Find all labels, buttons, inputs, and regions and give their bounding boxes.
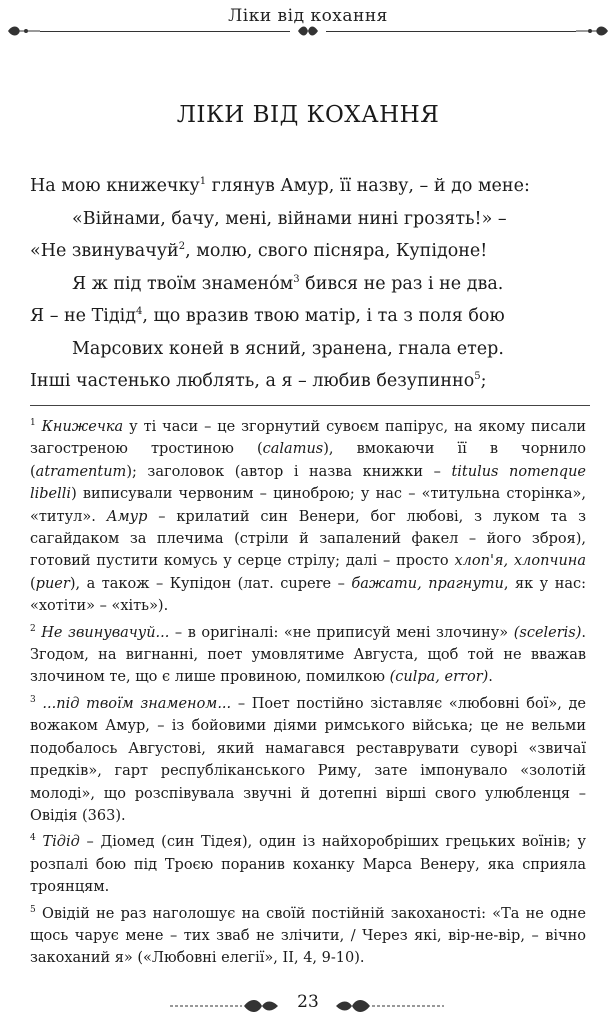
ornament-left-icon <box>6 24 40 38</box>
footnote-separator <box>30 405 590 406</box>
footnote-text: – крилатий син Венери, бог любові, з луком та з сагайдаком за плечима (стріли й запалений факел – його зброя), готовий пустити комусь у серце стрілу; далі – просто <box>30 508 586 570</box>
page-footer <box>0 990 616 1020</box>
footnote-emphasis: calamus <box>262 441 324 458</box>
footnote-emphasis: хлоп'я, хлопчина <box>454 553 586 570</box>
footnote-text: Овідій не раз наголошує на своїй постійній закоханості: «Та не одне щось чарує мене – тих зваб не злічити, / Через які, вір-не-вір, – вічно закоханий я» («Любовні елегії», II, 4, 9-10). <box>30 905 586 967</box>
footnote-text: . Згодом, на вигнанні, поет умовлятиме Августа, щоб той не вважав злочином те, що є лише провиною, помилкою <box>30 624 587 686</box>
footnote-text: у ті часи – це згорнутий сувоєм папірус, на якому писали загостреною тростиною ( <box>30 419 586 458</box>
footnote-emphasis: бажати, прагнути <box>351 575 504 592</box>
footnote <box>30 416 586 618</box>
page-number: 23 <box>297 992 319 1012</box>
footnote-ref[interactable]: 5 <box>474 371 481 383</box>
header-rule-right <box>326 31 576 32</box>
verse-line: На мою книжечку$^1$ глянув Амур, її назву, – й до мене: <box>30 176 530 196</box>
footnote-ref[interactable]: 2 <box>178 241 186 253</box>
footnote-text: – в оригіналі: «не приписуй мені злочину» <box>169 624 514 641</box>
footnote-emphasis: (culpa, error) <box>389 669 489 686</box>
footnote-number: 5 <box>30 904 36 915</box>
footnote-ref[interactable]: 1 <box>199 176 207 188</box>
footnote <box>30 693 586 827</box>
footnote-number: 1 <box>30 418 36 429</box>
footnote-text: . <box>488 669 493 686</box>
footnote-text: , як у нас: «хотіти» – «хіть»). <box>30 575 587 615</box>
footnote-ref[interactable]: 3 <box>293 273 300 285</box>
verse-line: «Не звинувачуй$^2$, молю, свого пісняра, Купідоне! <box>30 241 488 261</box>
footnote-emphasis: Книжечка <box>41 419 124 435</box>
footnote-number: 3 <box>30 695 36 706</box>
footnotes <box>30 416 586 974</box>
footnote-emphasis: Тідід <box>42 834 80 851</box>
footnote-emphasis: puer <box>35 575 70 592</box>
verse-line: Я – не Тідід$^4$, що вразив твою матір, і та з поля бою <box>30 306 505 326</box>
footnote-text: ); заголовок (автор і назва книжки – <box>126 463 452 480</box>
footnote-number: 4 <box>30 833 36 844</box>
running-header <box>0 0 616 44</box>
verse-line: Я ж під твоїм знаменóм$^3$ бився не раз і не два. <box>72 273 504 294</box>
footnote-text: ), вмокаючи її в чорнило ( <box>30 441 587 480</box>
footnote-text: – Поет постійно зіставляє «любовні бої», де вожаком Амур, – із бойовими діями римського війська; це не вельми подобалось Августові, який намагався реставрувати суворі «звичаї предків», гарт республіканського Риму, зате імпонувало «золотій молоді», що розспівувала звучні й дотепні вірші свого улюбленця – Овідія (363). <box>30 695 586 824</box>
footnote-emphasis: (sceleris) <box>513 624 582 641</box>
footnote-emphasis: Амур <box>106 508 148 525</box>
footer-ornament-right-icon <box>334 998 444 1014</box>
footnote-text: ( <box>30 575 36 592</box>
ornament-center-icon <box>296 25 320 37</box>
footnote-ref[interactable]: 4 <box>136 306 143 318</box>
header-rule-left <box>40 31 290 32</box>
footnote <box>30 903 586 970</box>
footnote <box>30 622 586 689</box>
poem <box>30 170 590 398</box>
verse-line: Інші частенько люблять, а я – любив безупинно$^5$; <box>30 371 487 391</box>
footnote <box>30 831 586 898</box>
running-title: Ліки від кохання <box>228 6 388 26</box>
verse-line: Марсових коней в ясний, зранена, гнала етер. <box>72 338 504 359</box>
footnote-number: 2 <box>30 623 36 634</box>
footnote-text: ), а також – Купідон (лат. cupere – <box>69 575 352 592</box>
verse-line: «Війнами, бачу, мені, війнами нині грозять!» – <box>72 208 507 229</box>
footnote-emphasis: titulus nomenque libelli <box>30 463 586 503</box>
footnote-emphasis: Не звинувачуй... <box>41 624 170 641</box>
footnote-emphasis: atramentum <box>35 463 127 480</box>
poem-title: ЛІКИ ВІД КОХАННЯ <box>176 102 440 128</box>
footnote-text: ) виписували червоним – циноброю; у нас – «титульна сторінка», «титул». <box>30 486 586 525</box>
footnote-text: – Діомед (син Тідея), один із найхоробріших грецьких воїнів; у розпалі бою під Троєю поранив коханку Марса Венеру, яка сприяла троянцям. <box>30 834 587 896</box>
footnote-emphasis: ...під твоїм знаменом... <box>42 695 232 712</box>
ornament-right-icon <box>576 24 610 38</box>
